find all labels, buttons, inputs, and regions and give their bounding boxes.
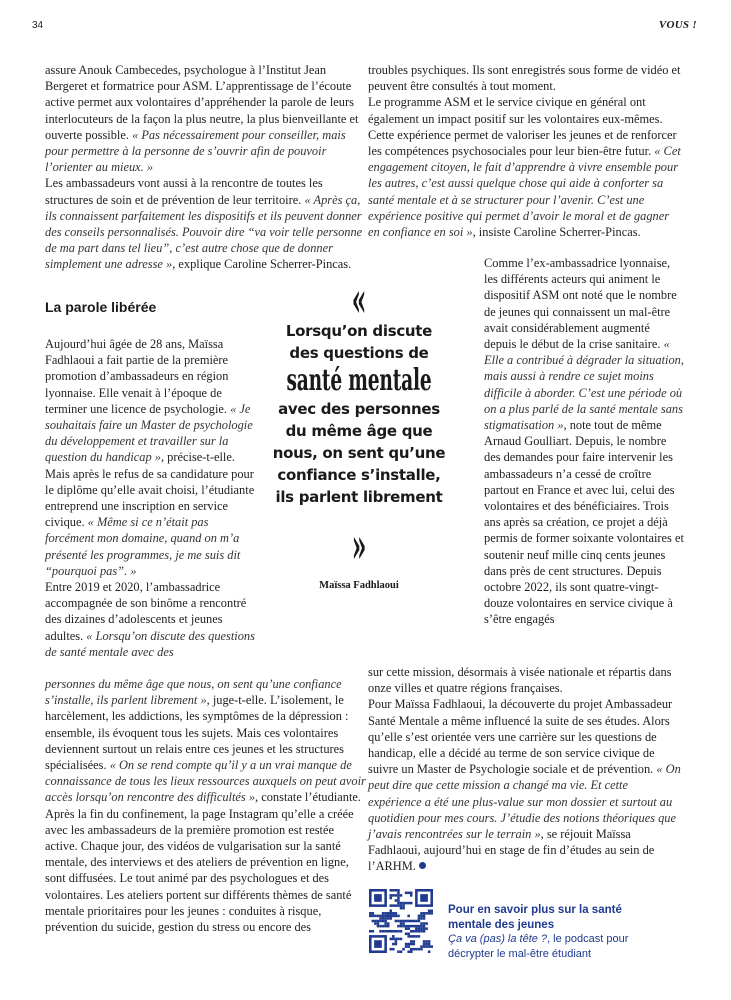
promo-description xyxy=(448,932,648,961)
quote-text: « Pas nécessairement pour conseiller, mais pour permettre à la personne de s’ouvrir afin de pouvoir l’orienter au mieux. » xyxy=(45,127,346,175)
body-text: , insiste Caroline Scherrer-Pincas. xyxy=(472,225,641,240)
body-text: , se réjouit Maïssa Fadhlaoui, aujourd’hui en stage de fin d’études au sein de l’ARHM. xyxy=(368,827,655,874)
body-text: , constate l’étudiante. xyxy=(255,790,361,805)
quote-text: « Cet engagement citoyen, le fait d’apprendre à vivre ensemble pour les autres, c’est aussi quelque chose qui aide à conforter sa santé mentale et à se structurer pour l’avenir. C’est une expérience positive qui permet d’avoir le moral et de gagner en confiance en soi » xyxy=(368,144,681,240)
quote-text: « On se rend compte qu’il y a un vrai manque de connaissance de tous les lieux ressources auxquels on peut avoir accès lorsqu’on rencontre des difficultés » xyxy=(45,758,366,805)
paragraph: Après la fin du confinement, la page Instagram qu’elle a créée avec les ambassadeurs de la première promotion est restée active. Chaque jour, des vidéos de vulgarisation sur la santé mentale, des interviews et des ateliers de prévention en ligne, sont diffusées. Le tout animé par des psychologues et des volontaires. Les ateliers portent sur différents thèmes de santé mentale prioritaires pour les jeunes : conduites à risque, prévention du suicide, gestion du stress ou encore des xyxy=(45,806,354,935)
body-text: Comme l’ex-ambassadrice lyonnaise, les différents acteurs qui animent le dispositif ASM ont noté que le nombre de jeunes qui connaissent un mal-être avait considérablement augmenté depuis le début de la crise sanitaire. xyxy=(484,256,677,352)
quote-text: personnes du même âge que nous, on sent qu’une confiance s’installe, ils parlent librement » xyxy=(45,677,342,708)
paragraph xyxy=(45,336,260,579)
podcast-title[interactable]: Ça va (pas) la tête ? xyxy=(448,933,548,945)
pull-quote-text xyxy=(270,320,448,508)
article-column-right-top xyxy=(368,62,683,240)
paragraph xyxy=(368,94,683,240)
body-text: Pour Maïssa Fadhlaoui, la découverte du projet Ambassadeur Santé Mentale a même influencé la suite de ses études. Alors qu’elle s’est orientée vers une carrière sur les questions de handicap, elle a décidé au terme de son service civique de suivre un Master de Psychologie sociale et de prévention. xyxy=(368,697,673,777)
article-column-right-bottom xyxy=(368,664,683,875)
podcast-description: , le podcast pour décrypter le mal-être étudiant xyxy=(448,933,629,960)
quote-text: « Elle a contribué à dégrader la situation, mais aussi à rendre ce sujet moins difficile à aborder. C’est une période où on a plus parlé de la santé mentale sans stigmatisation » xyxy=(484,337,684,433)
pull-quote xyxy=(270,272,448,591)
article-column-left-full xyxy=(45,676,367,935)
pull-quote-line: Lorsqu’on discute des questions de xyxy=(285,322,433,362)
paragraph: sur cette mission, désormais à visée nationale et répartis dans onze villes et quatre régions françaises. xyxy=(368,665,672,696)
pull-quote-line: avec des personnes du même âge que nous, on sent qu’une confiance s’installe, ils parlent librement xyxy=(272,400,446,506)
quote-text: « Lorsqu’on discute des questions de santé mentale avec des xyxy=(45,628,255,659)
close-quote-mark: » xyxy=(351,518,367,574)
body-text: assure Anouk Cambecedes, psychologue à l’Institut Jean Bergeret et formatrice pour ASM. L’apprentissage de l’écoute active permet aux volontaires d’appréhender la parole de leurs interlocuteurs de la façon la plus neutre, la plus bienveillante et ouverte possible. xyxy=(45,63,359,142)
body-text: Le programme ASM et le service civique en général ont également un impact positif sur les volontaires eux-mêmes. Cette expérience permet de valoriser les jeunes et de renforcer les compétences psychosociales pour leur bien-être futur. xyxy=(368,95,677,159)
end-mark-icon xyxy=(419,862,426,869)
promo-box xyxy=(448,903,648,961)
qr-code-icon[interactable] xyxy=(369,889,433,953)
body-text: , note tout de même Arnaud Goulliart. Depuis, le nombre des demandes pour faire intervenir les ambassadeurs n’a cessé de croître partout en France et avec lui, celui des volontaires et des bénéficiaires. Trois ans après sa création, ce projet a déjà permis de former soixante volontaires et soutenir neuf mille cinq cents jeunes dans près de cent structures. Depuis octobre 2022, ils sont quatre-vingt-douze volontaires en service civique à s’être engagés xyxy=(484,418,684,627)
body-text: Entre 2019 et 2020, l’ambassadrice accompagnée de son binôme a rencontré des dizaines d’adolescents et jeunes adultes. xyxy=(45,580,247,643)
pull-quote-author: Maïssa Fadhlaoui xyxy=(319,580,399,591)
body-text: , explique Caroline Scherrer-Pincas. xyxy=(172,257,352,272)
article-column-left-top xyxy=(45,62,365,273)
section-heading: La parole libérée xyxy=(45,299,157,315)
paragraph xyxy=(368,696,683,874)
article-column-right-middle xyxy=(484,255,684,628)
open-quote-mark: « xyxy=(351,272,367,328)
promo-heading: Pour en savoir plus sur la santé mentale des jeunes xyxy=(448,904,622,931)
quote-text: « Je souhaitais faire un Master de psychologie du développement et travailler sur la question du handicap » xyxy=(45,401,253,465)
body-text: Aujourd’hui âgée de 28 ans, Maïssa Fadhlaoui a fait partie de la première promotion d’ambassadeurs en région lyonnaise. Elle venait à l’époque de terminer une licence de psychologie. xyxy=(45,337,231,416)
paragraph xyxy=(45,579,260,660)
quote-text: « On peut dire que cette mission a changé ma vie. Et cette expérience a été une plus-value sur mon dossier et surtout au quotidien pour mes cours. J’étudie des notions théoriques que j’avais rencontrées sur le terrain » xyxy=(368,762,681,842)
pull-quote-emphasis: santé mentale xyxy=(286,363,432,398)
quote-text: « Même si ce n’était pas forcément mon domaine, quand on m’a présenté les programmes, je me suis dit “pourquoi pas”. » xyxy=(45,515,241,578)
paragraph xyxy=(45,62,365,175)
paragraph xyxy=(45,676,367,806)
quote-text: « Après ça, ils connaissent parfaitement les dispositifs et ils peuvent donner des conseils personnalisés. Pouvoir dire “va voir telle personne de ma part dans tel lieu”, c’est autre chose que de donner simplement une adresse » xyxy=(45,192,363,272)
paragraph: troubles psychiques. Ils sont enregistrés sous forme de vidéo et peuvent être consultés à tout moment. xyxy=(368,63,681,94)
paragraph xyxy=(45,175,365,272)
page-number: 34 xyxy=(32,20,44,31)
article-column-left-bottom xyxy=(45,336,260,660)
body-text: , précise-t-elle. Mais après le refus de sa candidature pour le diplôme qu’elle avait choisi, l’étudiante entreprend une inscription en service civique. xyxy=(45,450,255,530)
magazine-name: VOUS ! xyxy=(658,19,697,31)
paragraph xyxy=(484,255,684,628)
body-text: Les ambassadeurs vont aussi à la rencontre de toutes les structures de soin et de prévention de leur territoire. xyxy=(45,176,323,207)
body-text: , juge-t-elle. L’isolement, le harcèlement, les addictions, les symptômes de la dépression : ensemble, ils évoquent tous les sujets. Mais ces volontaires deviennent surtout un relais entre ces jeunes et les structures spécialisées. xyxy=(45,693,349,773)
